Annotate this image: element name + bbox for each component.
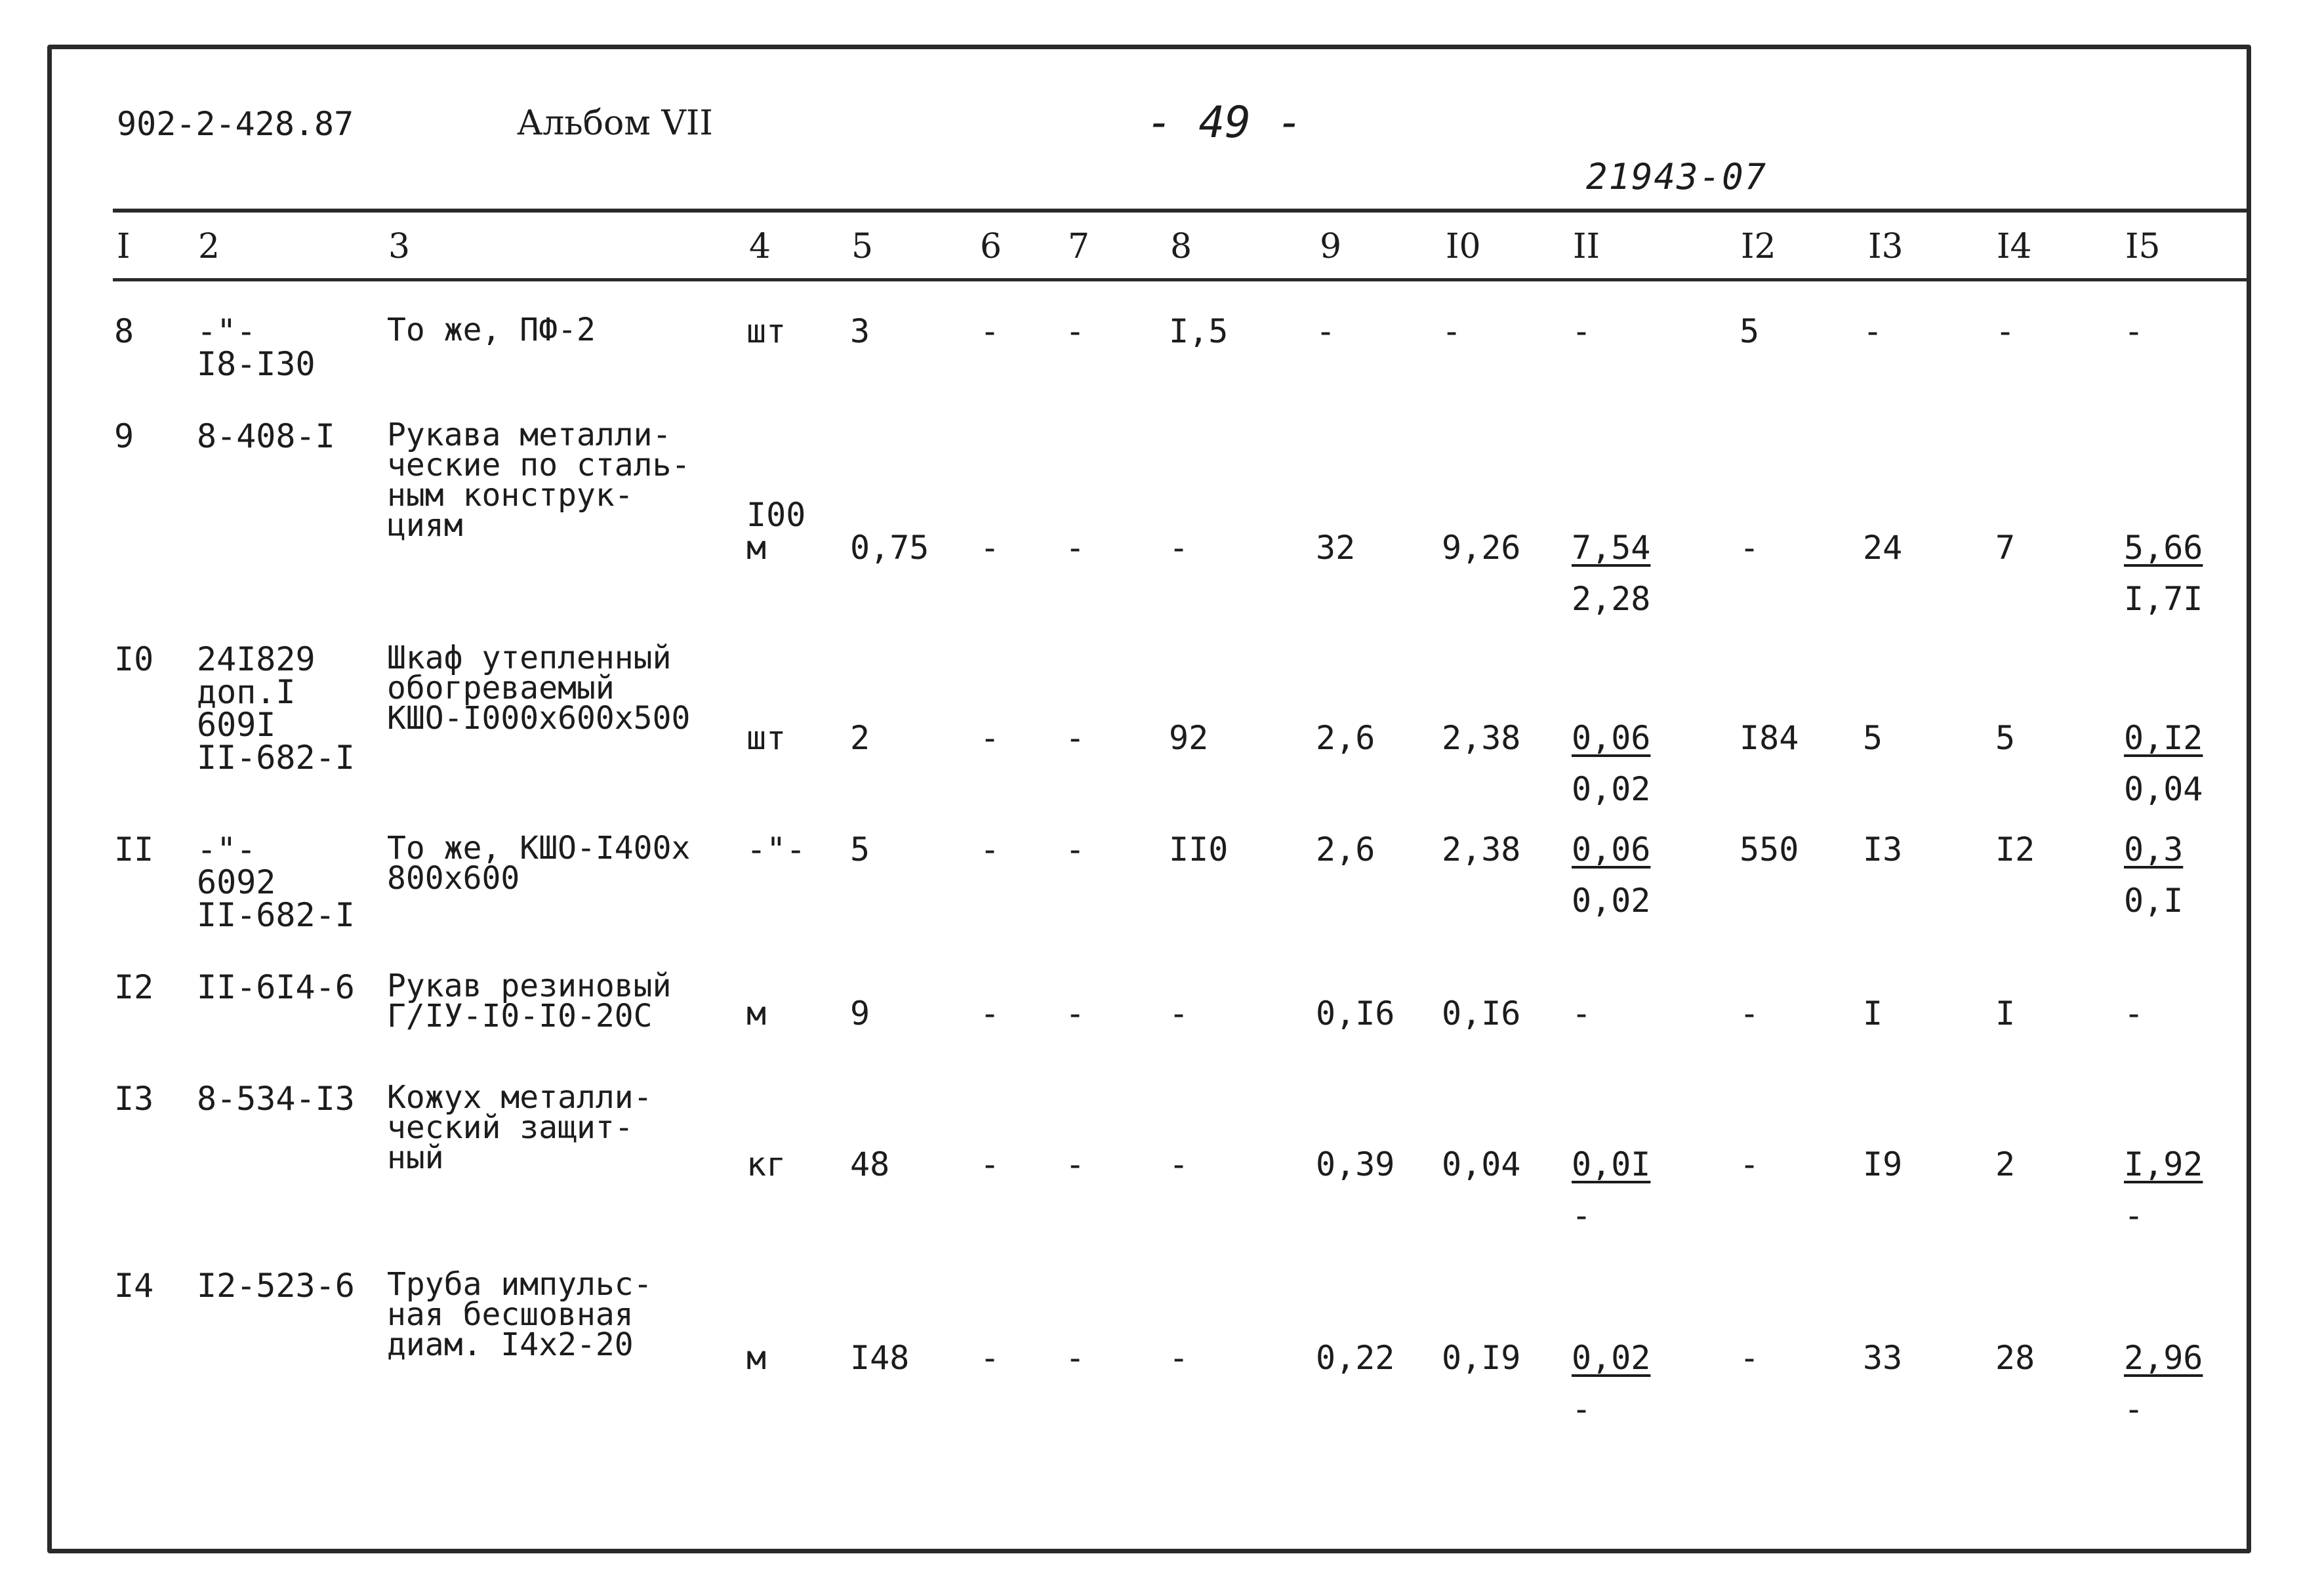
column-9-cell: 0,I6	[1316, 994, 1395, 1033]
column-11-cell: 0,06	[1572, 719, 1651, 757]
column-header: 6	[980, 227, 1002, 266]
row-number: I2	[114, 968, 154, 1006]
column-13-cell: I3	[1863, 830, 1903, 869]
column-14-cell: 28	[1995, 1339, 2035, 1377]
price-code: 8-408-I	[197, 417, 335, 455]
column-header: I0	[1446, 227, 1481, 266]
page-frame	[47, 45, 2251, 1553]
unit-of-measure: кг	[746, 1145, 786, 1183]
quantity-cell: 2	[850, 719, 870, 757]
row-number: I3	[114, 1080, 154, 1118]
row-number: I0	[114, 640, 154, 678]
price-code: 8-534-I3	[197, 1080, 355, 1118]
column-7-cell: -	[1065, 994, 1086, 1033]
column-header: 4	[749, 227, 771, 266]
column-7-cell: -	[1065, 1145, 1086, 1183]
row-number: 8	[114, 312, 134, 350]
column-header: 2	[198, 227, 220, 266]
column-13-cell: 33	[1863, 1339, 1903, 1377]
column-9-cell: 0,39	[1316, 1145, 1395, 1183]
column-header: II	[1573, 227, 1600, 266]
album-label: Альбом VII	[517, 104, 713, 143]
column-10-cell: -	[1442, 312, 1462, 350]
price-code: II-6I4-6	[197, 968, 355, 1006]
column-header: 3	[388, 227, 411, 266]
column-15-cell: -	[2124, 994, 2144, 1033]
quantity-cell: 5	[850, 830, 870, 869]
column-13-cell: 5	[1863, 719, 1883, 757]
column-header: I5	[2125, 227, 2161, 266]
column-8-cell: -	[1169, 994, 1189, 1033]
column-7-cell: -	[1065, 529, 1086, 567]
column-9-cell: 2,6	[1316, 830, 1375, 869]
column-13-cell: I	[1863, 994, 1883, 1033]
column-11-subvalue: 2,28	[1572, 580, 1651, 618]
column-8-cell: I,5	[1169, 312, 1229, 350]
column-10-cell: 2,38	[1442, 719, 1521, 757]
column-header: 7	[1068, 227, 1090, 266]
column-header: 9	[1320, 227, 1342, 266]
column-6-cell: -	[980, 994, 1000, 1033]
item-name: Труба импульс- ная бесшовная диам. I4х2-20	[387, 1266, 653, 1364]
column-13-cell: 24	[1863, 529, 1903, 567]
column-13-cell: I9	[1863, 1145, 1903, 1183]
column-14-cell: 2	[1995, 1145, 2016, 1183]
column-header: I4	[1997, 227, 2032, 266]
item-name: То же, ПФ-2	[387, 312, 596, 348]
column-8-cell: -	[1169, 1339, 1189, 1377]
column-7-cell: -	[1065, 830, 1086, 869]
column-10-cell: 0,I6	[1442, 994, 1521, 1033]
column-header: 8	[1170, 227, 1192, 266]
column-11-subvalue: -	[1572, 1197, 1592, 1235]
column-15-subvalue: 0,I	[2124, 882, 2184, 920]
column-7-cell: -	[1065, 719, 1086, 757]
unit-of-measure: м	[746, 994, 767, 1033]
column-12-cell: -	[1740, 1145, 1760, 1183]
page-number: - 49 -	[1147, 97, 1303, 148]
column-14-cell: -	[1995, 312, 2016, 350]
item-name: Шкаф утепленный обогреваемый КШО-I000х600х500	[387, 640, 691, 737]
column-15-subvalue: I,7I	[2124, 580, 2203, 618]
price-code: I2-523-6	[197, 1267, 355, 1305]
column-12-cell: 550	[1740, 830, 1799, 869]
column-12-cell: -	[1740, 1339, 1760, 1377]
column-11-cell: -	[1572, 994, 1592, 1033]
column-14-cell: 5	[1995, 719, 2016, 757]
unit-of-measure: м	[746, 1339, 767, 1377]
column-15-cell: -	[2124, 312, 2144, 350]
column-12-cell: -	[1740, 994, 1760, 1033]
column-12-cell: I84	[1740, 719, 1799, 757]
column-11-subvalue: 0,02	[1572, 882, 1651, 920]
column-header: I	[117, 227, 131, 266]
price-code: 24I829 доп.I 609I II-682-I	[197, 640, 355, 777]
quantity-cell: 3	[850, 312, 870, 350]
column-10-cell: 9,26	[1442, 529, 1521, 567]
quantity-cell: I48	[850, 1339, 910, 1377]
column-6-cell: -	[980, 1145, 1000, 1183]
column-10-cell: 0,I9	[1442, 1339, 1521, 1377]
column-8-cell: 92	[1169, 719, 1209, 757]
column-9-cell: 0,22	[1316, 1339, 1395, 1377]
column-6-cell: -	[980, 830, 1000, 869]
column-14-cell: I	[1995, 994, 2016, 1033]
column-8-cell: -	[1169, 1145, 1189, 1183]
column-15-subvalue: 0,04	[2124, 770, 2203, 808]
table-top-rule	[113, 209, 2251, 213]
column-header: 5	[851, 227, 874, 266]
column-11-subvalue: 0,02	[1572, 770, 1651, 808]
column-7-cell: -	[1065, 1339, 1086, 1377]
column-8-cell: -	[1169, 529, 1189, 567]
item-name: Рукав резиновый Г/IУ-I0-I0-20С	[387, 968, 672, 1035]
column-6-cell: -	[980, 529, 1000, 567]
column-11-cell: 0,02	[1572, 1339, 1651, 1377]
quantity-cell: 48	[850, 1145, 890, 1183]
row-number: I4	[114, 1267, 154, 1305]
unit-of-measure: шт	[746, 312, 786, 350]
price-code: -"- 6092 II-682-I	[197, 830, 355, 934]
unit-of-measure: -"-	[746, 830, 806, 869]
inventory-number: 21943-07	[1586, 156, 1768, 197]
column-6-cell: -	[980, 312, 1000, 350]
column-11-cell: 0,06	[1572, 830, 1651, 869]
price-code: -"- I8-I30	[197, 312, 316, 383]
column-11-cell: 0,0I	[1572, 1145, 1651, 1183]
column-15-cell: 0,3	[2124, 830, 2184, 869]
column-15-subvalue: -	[2124, 1197, 2144, 1235]
column-15-cell: 0,I2	[2124, 719, 2203, 757]
column-12-cell: -	[1740, 529, 1760, 567]
unit-of-measure: шт	[746, 719, 786, 757]
column-header: I2	[1741, 227, 1776, 266]
column-10-cell: 0,04	[1442, 1145, 1521, 1183]
item-name: Рукава металли- ческие по сталь- ным конструк- циям	[387, 417, 691, 544]
row-number: II	[114, 830, 154, 869]
column-11-cell: 7,54	[1572, 529, 1651, 567]
item-name: То же, КШО-I400х 800х600	[387, 830, 691, 897]
column-10-cell: 2,38	[1442, 830, 1521, 869]
column-11-subvalue: -	[1572, 1390, 1592, 1428]
column-15-cell: I,92	[2124, 1145, 2203, 1183]
column-11-cell: -	[1572, 312, 1592, 350]
column-6-cell: -	[980, 719, 1000, 757]
column-15-subvalue: -	[2124, 1390, 2144, 1428]
column-9-cell: 2,6	[1316, 719, 1375, 757]
column-9-cell: 32	[1316, 529, 1356, 567]
row-number: 9	[114, 417, 134, 455]
quantity-cell: 9	[850, 994, 870, 1033]
quantity-cell: 0,75	[850, 529, 929, 567]
table-header-rule	[113, 278, 2251, 281]
column-9-cell: -	[1316, 312, 1336, 350]
column-13-cell: -	[1863, 312, 1883, 350]
document-code: 902-2-428.87	[117, 105, 354, 143]
column-15-cell: 2,96	[2124, 1339, 2203, 1377]
column-14-cell: I2	[1995, 830, 2035, 869]
column-8-cell: II0	[1169, 830, 1229, 869]
column-12-cell: 5	[1740, 312, 1760, 350]
item-name: Кожух металли- ческий защит- ный	[387, 1079, 653, 1177]
column-header: I3	[1868, 227, 1904, 266]
unit-of-measure: I00 м	[746, 496, 806, 567]
column-14-cell: 7	[1995, 529, 2016, 567]
column-6-cell: -	[980, 1339, 1000, 1377]
column-15-cell: 5,66	[2124, 529, 2203, 567]
column-7-cell: -	[1065, 312, 1086, 350]
